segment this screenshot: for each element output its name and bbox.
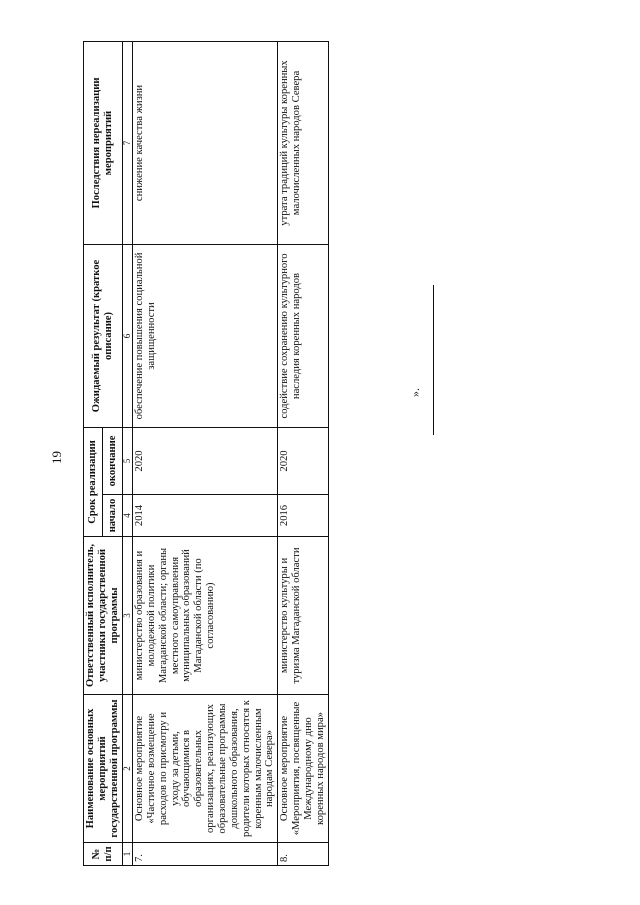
row-executor: министерство культуры и туризма Магаданской области bbox=[278, 537, 328, 695]
row-end: 2020 bbox=[278, 428, 328, 495]
row-start: 2014 bbox=[133, 495, 278, 537]
table-row bbox=[278, 42, 328, 866]
row-end: 2020 bbox=[133, 428, 278, 495]
column-number: 4 bbox=[122, 495, 132, 537]
program-activities-table bbox=[83, 41, 329, 866]
column-number: 7 bbox=[122, 42, 132, 245]
row-num: 7. bbox=[133, 843, 278, 866]
header-term: Срок реализации bbox=[84, 428, 103, 537]
row-name: Основное мероприятие «Частичное возмещение расходов по присмотру и уходу за детьми, обучающимися в образовательных организациях, реализующих образовательные программы дошкольного образования, родители которых относятся к коренным малочисленным народам Севера» bbox=[133, 695, 278, 843]
column-number: 2 bbox=[122, 695, 132, 843]
header-consequences: Последствия нереализации мероприятий bbox=[84, 42, 123, 245]
column-number: 6 bbox=[122, 245, 132, 428]
row-consequences: снижение качества жизни bbox=[133, 42, 278, 245]
table-row bbox=[133, 42, 278, 866]
column-numbers-row bbox=[122, 42, 132, 866]
header-row bbox=[84, 42, 103, 866]
header-result: Ожидаемый результат (краткое описание) bbox=[84, 245, 123, 428]
column-number: 5 bbox=[122, 428, 132, 495]
closing-mark: ». bbox=[408, 388, 422, 397]
header-end: окончание bbox=[103, 428, 122, 495]
row-result: обеспечение повышения социальной защищенности bbox=[133, 245, 278, 428]
row-consequences: утрата традиций культуры коренных малочисленных народов Севера bbox=[278, 42, 328, 245]
column-number: 1 bbox=[122, 843, 132, 866]
row-num: 8. bbox=[278, 843, 328, 866]
header-start: начало bbox=[103, 495, 122, 537]
row-result: содействие сохранению культурного наследия коренных народов bbox=[278, 245, 328, 428]
row-executor: министерство образования и молодежной политики Магаданской области; органы местного самоуправления муниципальных образований Магаданской области (по согласованию) bbox=[133, 537, 278, 695]
header-num: № п/п bbox=[84, 843, 123, 866]
page-number: 19 bbox=[49, 451, 64, 464]
header-executor: Ответственный исполнитель, участники государственной программы bbox=[84, 537, 123, 695]
column-number: 3 bbox=[122, 537, 132, 695]
header-name: Наименование основных мероприятий государственной программы bbox=[84, 695, 123, 843]
closing-line bbox=[419, 285, 434, 435]
row-start: 2016 bbox=[278, 495, 328, 537]
row-name: Основное мероприятие «Мероприятия, посвященные Международному дню коренных народов мира» bbox=[278, 695, 328, 843]
